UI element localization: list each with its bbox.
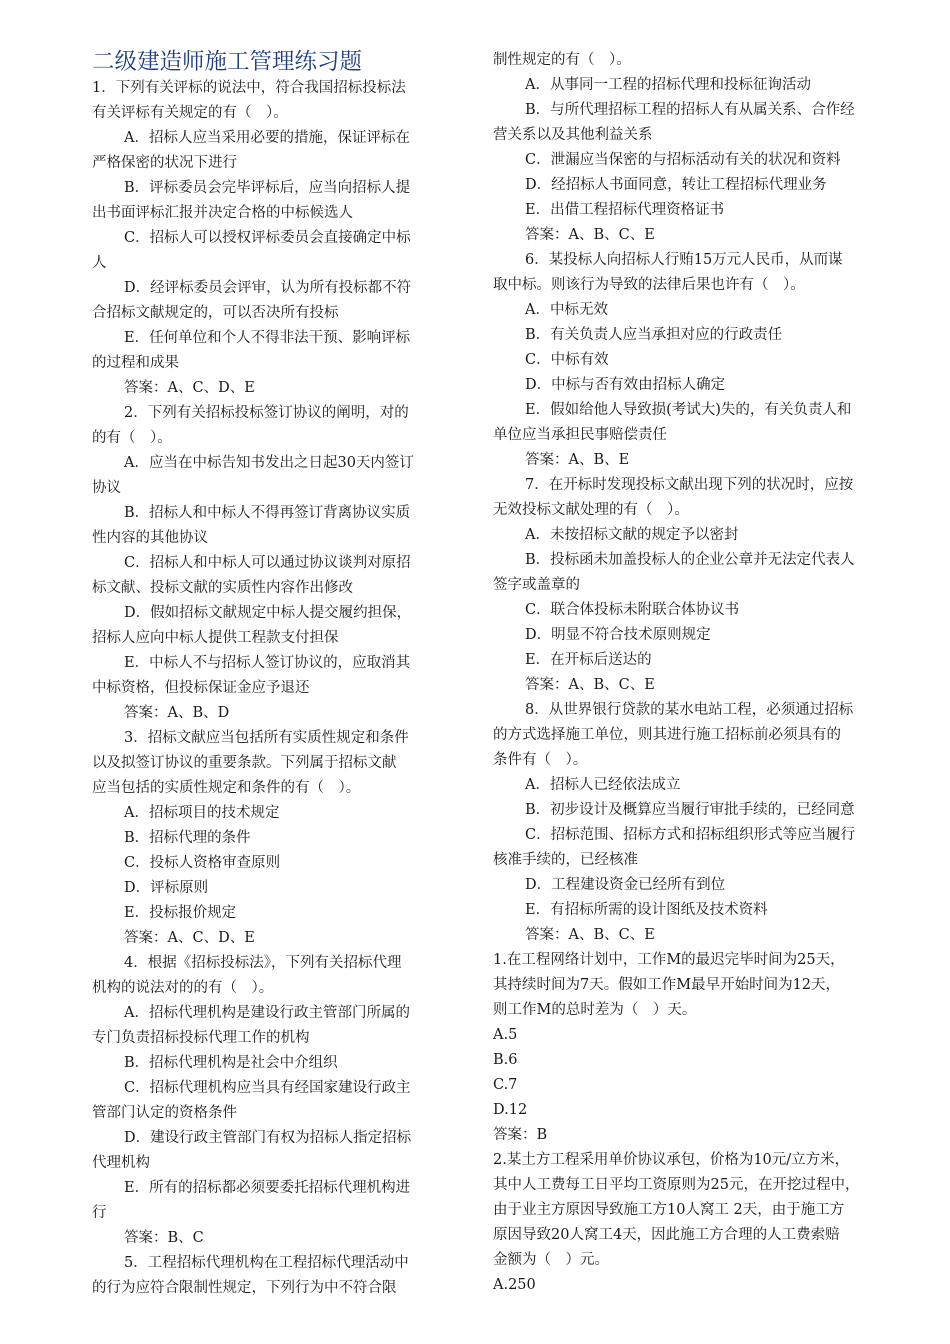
text-line: 8．从世界银行贷款的某水电站工程，必须通过招标 bbox=[525, 702, 854, 718]
text-line: B.6 bbox=[493, 1052, 518, 1068]
text-line: 答案：B bbox=[493, 1127, 548, 1143]
text-line: 答案：A、B、C、E bbox=[525, 677, 655, 693]
text-line: 1.在工程网络计划中，工作M的最迟完毕时间为25天， bbox=[493, 952, 845, 968]
text-line: A．招标人应当采用必要的措施，保证评标在 bbox=[124, 130, 410, 146]
text-line: 取中标。则该行为导致的法律后果也许有（ ）。 bbox=[493, 277, 805, 293]
text-line: C．招标人可以授权评标委员会直接确定中标 bbox=[124, 230, 411, 246]
text-line: 的有（ ）。 bbox=[92, 430, 172, 446]
text-line: 人 bbox=[92, 255, 107, 271]
text-line: 严格保密的状况下进行 bbox=[92, 155, 237, 171]
text-line: B．评标委员会完毕评标后，应当向招标人提 bbox=[124, 180, 411, 196]
text-line: 4．根据《招标投标法》，下列有关招标代理 bbox=[124, 955, 402, 971]
text-line: 2.某土方工程采用单价协议承包，价格为10元/立方米， bbox=[493, 1152, 850, 1168]
text-line: 答案：A、B、E bbox=[525, 452, 630, 468]
text-line: 其持续时间为7天。假如工作M最早开始时间为12天， bbox=[493, 977, 841, 993]
text-line: C．投标人资格审查原则 bbox=[124, 855, 281, 871]
text-line: B．投标函未加盖投标人的企业公章并无法定代表人 bbox=[525, 552, 855, 568]
text-line: A．应当在中标告知书发出之日起30天内签订 bbox=[124, 455, 414, 471]
text-line: B．有关负责人应当承担对应的行政责任 bbox=[525, 327, 783, 343]
text-line: 则工作M的总时差为（ ）天。 bbox=[493, 1002, 697, 1018]
text-line: B．招标人和中标人不得再签订背离协议实质 bbox=[124, 505, 411, 521]
text-line: E．投标报价规定 bbox=[124, 905, 237, 921]
text-line: 原因导致20人窝工4天，因此施工方合理的人工费索赔 bbox=[493, 1227, 840, 1243]
text-line: 答案：A、C、D、E bbox=[124, 380, 255, 396]
text-line: 协议 bbox=[92, 480, 121, 496]
text-line: A．招标项目的技术规定 bbox=[124, 805, 280, 821]
text-line: A．未按招标文献的规定予以密封 bbox=[525, 527, 739, 543]
text-line: C．招标范围、招标方式和招标组织形式等应当履行 bbox=[525, 827, 856, 843]
text-line: 单位应当承担民事赔偿责任 bbox=[493, 427, 667, 443]
text-line: E．中标人不与招标人签订协议的，应取消其 bbox=[124, 655, 411, 671]
text-line: 2．下列有关招标投标签订协议的阐明，对的 bbox=[124, 405, 409, 421]
left-column bbox=[92, 48, 460, 1301]
text-line: 有关评标有关规定的有（ ）。 bbox=[92, 105, 288, 121]
text-line: 合招标文献规定的，可以否决所有投标 bbox=[92, 305, 339, 321]
text-line: A.250 bbox=[493, 1277, 536, 1293]
text-line: A．中标无效 bbox=[525, 302, 608, 318]
text-line: 制性规定的有（ ）。 bbox=[493, 52, 631, 68]
text-line: 其中人工费每工日平均工资原则为25元，在开挖过程中， bbox=[493, 1177, 860, 1193]
text-line: 出书面评标汇报并决定合格的中标候选人 bbox=[92, 205, 353, 221]
text-line: 6．某投标人向招标人行贿15万元人民币，从而谋 bbox=[525, 252, 843, 268]
text-line: 答案：A、B、C、E bbox=[525, 227, 655, 243]
text-line: D．明显不符合技术原则规定 bbox=[525, 627, 711, 643]
text-line: 由于业主方原因导致施工方10人窝工 2天，由于施工方 bbox=[493, 1202, 845, 1218]
text-line: 1．下列有关评标的说法中，符合我国招标投标法 bbox=[92, 80, 406, 96]
text-line: 营关系以及其他利益关系 bbox=[493, 127, 653, 143]
text-line: C．中标有效 bbox=[525, 352, 609, 368]
text-line: E．出借工程招标代理资格证书 bbox=[525, 202, 725, 218]
text-line: E．任何单位和个人不得非法干预、影响评标 bbox=[124, 330, 411, 346]
right-column bbox=[493, 48, 906, 1298]
text-line: E．假如给他人导致损(考试大)失的，有关负责人和 bbox=[525, 402, 852, 418]
text-line: A．从事同一工程的招标代理和投标征询活动 bbox=[525, 77, 811, 93]
text-line: B．招标代理的条件 bbox=[124, 830, 251, 846]
text-line: B．与所代理招标工程的招标人有从属关系、合作经 bbox=[525, 102, 855, 118]
text-line: 答案：A、B、D bbox=[124, 705, 230, 721]
text-line: 性内容的其他协议 bbox=[92, 530, 208, 546]
text-line: 答案：A、C、D、E bbox=[124, 930, 255, 946]
text-line: 中标资格，但投标保证金应予退还 bbox=[92, 680, 310, 696]
text-line: 行 bbox=[92, 1205, 107, 1221]
text-line: 代理机构 bbox=[92, 1155, 150, 1171]
text-line: D．经招标人书面同意，转让工程招标代理业务 bbox=[525, 177, 827, 193]
text-line: 的行为应符合限制性规定，下列行为中不符合限 bbox=[92, 1280, 397, 1296]
text-line: A．招标代理机构是建设行政主管部门所属的 bbox=[124, 1005, 410, 1021]
text-line: 管部门认定的资格条件 bbox=[92, 1105, 237, 1121]
text-line: D．工程建设资金已经所有到位 bbox=[525, 877, 726, 893]
text-line: 机构的说法对的的有（ ）。 bbox=[92, 980, 274, 996]
text-line: C.7 bbox=[493, 1077, 518, 1093]
text-line: E．在开标后送达的 bbox=[525, 652, 652, 668]
text-line: D.12 bbox=[493, 1102, 528, 1118]
text-line: D．建设行政主管部门有权为招标人指定招标 bbox=[124, 1130, 412, 1146]
text-line: D．评标原则 bbox=[124, 880, 209, 896]
text-line: 5．工程招标代理机构在工程招标代理活动中 bbox=[124, 1255, 409, 1271]
text-line: A.5 bbox=[493, 1027, 518, 1043]
text-line: C．招标代理机构应当具有经国家建设行政主 bbox=[124, 1080, 411, 1096]
text-line: D．经评标委员会评审，认为所有投标都不符 bbox=[124, 280, 412, 296]
text-line: D．假如招标文献规定中标人提交履约担保， bbox=[124, 605, 412, 621]
text-line: B．招标代理机构是社会中介组织 bbox=[124, 1055, 338, 1071]
text-line: 以及拟签订协议的重要条款。下列属于招标文献 bbox=[92, 755, 397, 771]
text-line: 招标人应向中标人提供工程款支付担保 bbox=[92, 630, 339, 646]
text-line: 应当包括的实质性规定和条件的有（ ）。 bbox=[92, 780, 361, 796]
text-line: 答案：A、B、C、E bbox=[525, 927, 655, 943]
text-line: A．招标人已经依法成立 bbox=[525, 777, 681, 793]
text-line: 7．在开标时发现投标文献出现下列的状况时，应按 bbox=[525, 477, 854, 493]
text-line: C．招标人和中标人可以通过协议谈判对原招 bbox=[124, 555, 411, 571]
text-line: 金额为（ ）元。 bbox=[493, 1252, 609, 1268]
text-line: 答案：B、C bbox=[124, 1230, 204, 1246]
text-line: 条件有（ ）。 bbox=[493, 752, 588, 768]
text-line: C．泄漏应当保密的与招标活动有关的状况和资料 bbox=[525, 152, 841, 168]
text-line: 标文献、投标文献的实质性内容作出修改 bbox=[92, 580, 353, 596]
text-line: 的方式选择施工单位，则其进行施工招标前必须具有的 bbox=[493, 727, 841, 743]
text-line: E．有招标所需的设计图纸及技术资料 bbox=[525, 902, 768, 918]
text-line: C．联合体投标未附联合体协议书 bbox=[525, 602, 740, 618]
text-line: D．中标与否有效由招标人确定 bbox=[525, 377, 726, 393]
page-title: 二级建造师施工管理练习题 bbox=[92, 49, 363, 75]
text-line: 的过程和成果 bbox=[92, 355, 179, 371]
text-line: 核准手续的，已经核准 bbox=[493, 852, 638, 868]
text-line: 签字或盖章的 bbox=[493, 577, 580, 593]
text-line: B．初步设计及概算应当履行审批手续的，已经同意 bbox=[525, 802, 855, 818]
text-line: E．所有的招标都必须要委托招标代理机构进 bbox=[124, 1180, 411, 1196]
text-line: 专门负责招标投标代理工作的机构 bbox=[92, 1030, 310, 1046]
text-line: 3．招标文献应当包括所有实质性规定和条件 bbox=[124, 730, 409, 746]
text-line: 无效投标文献处理的有（ ）。 bbox=[493, 502, 689, 518]
